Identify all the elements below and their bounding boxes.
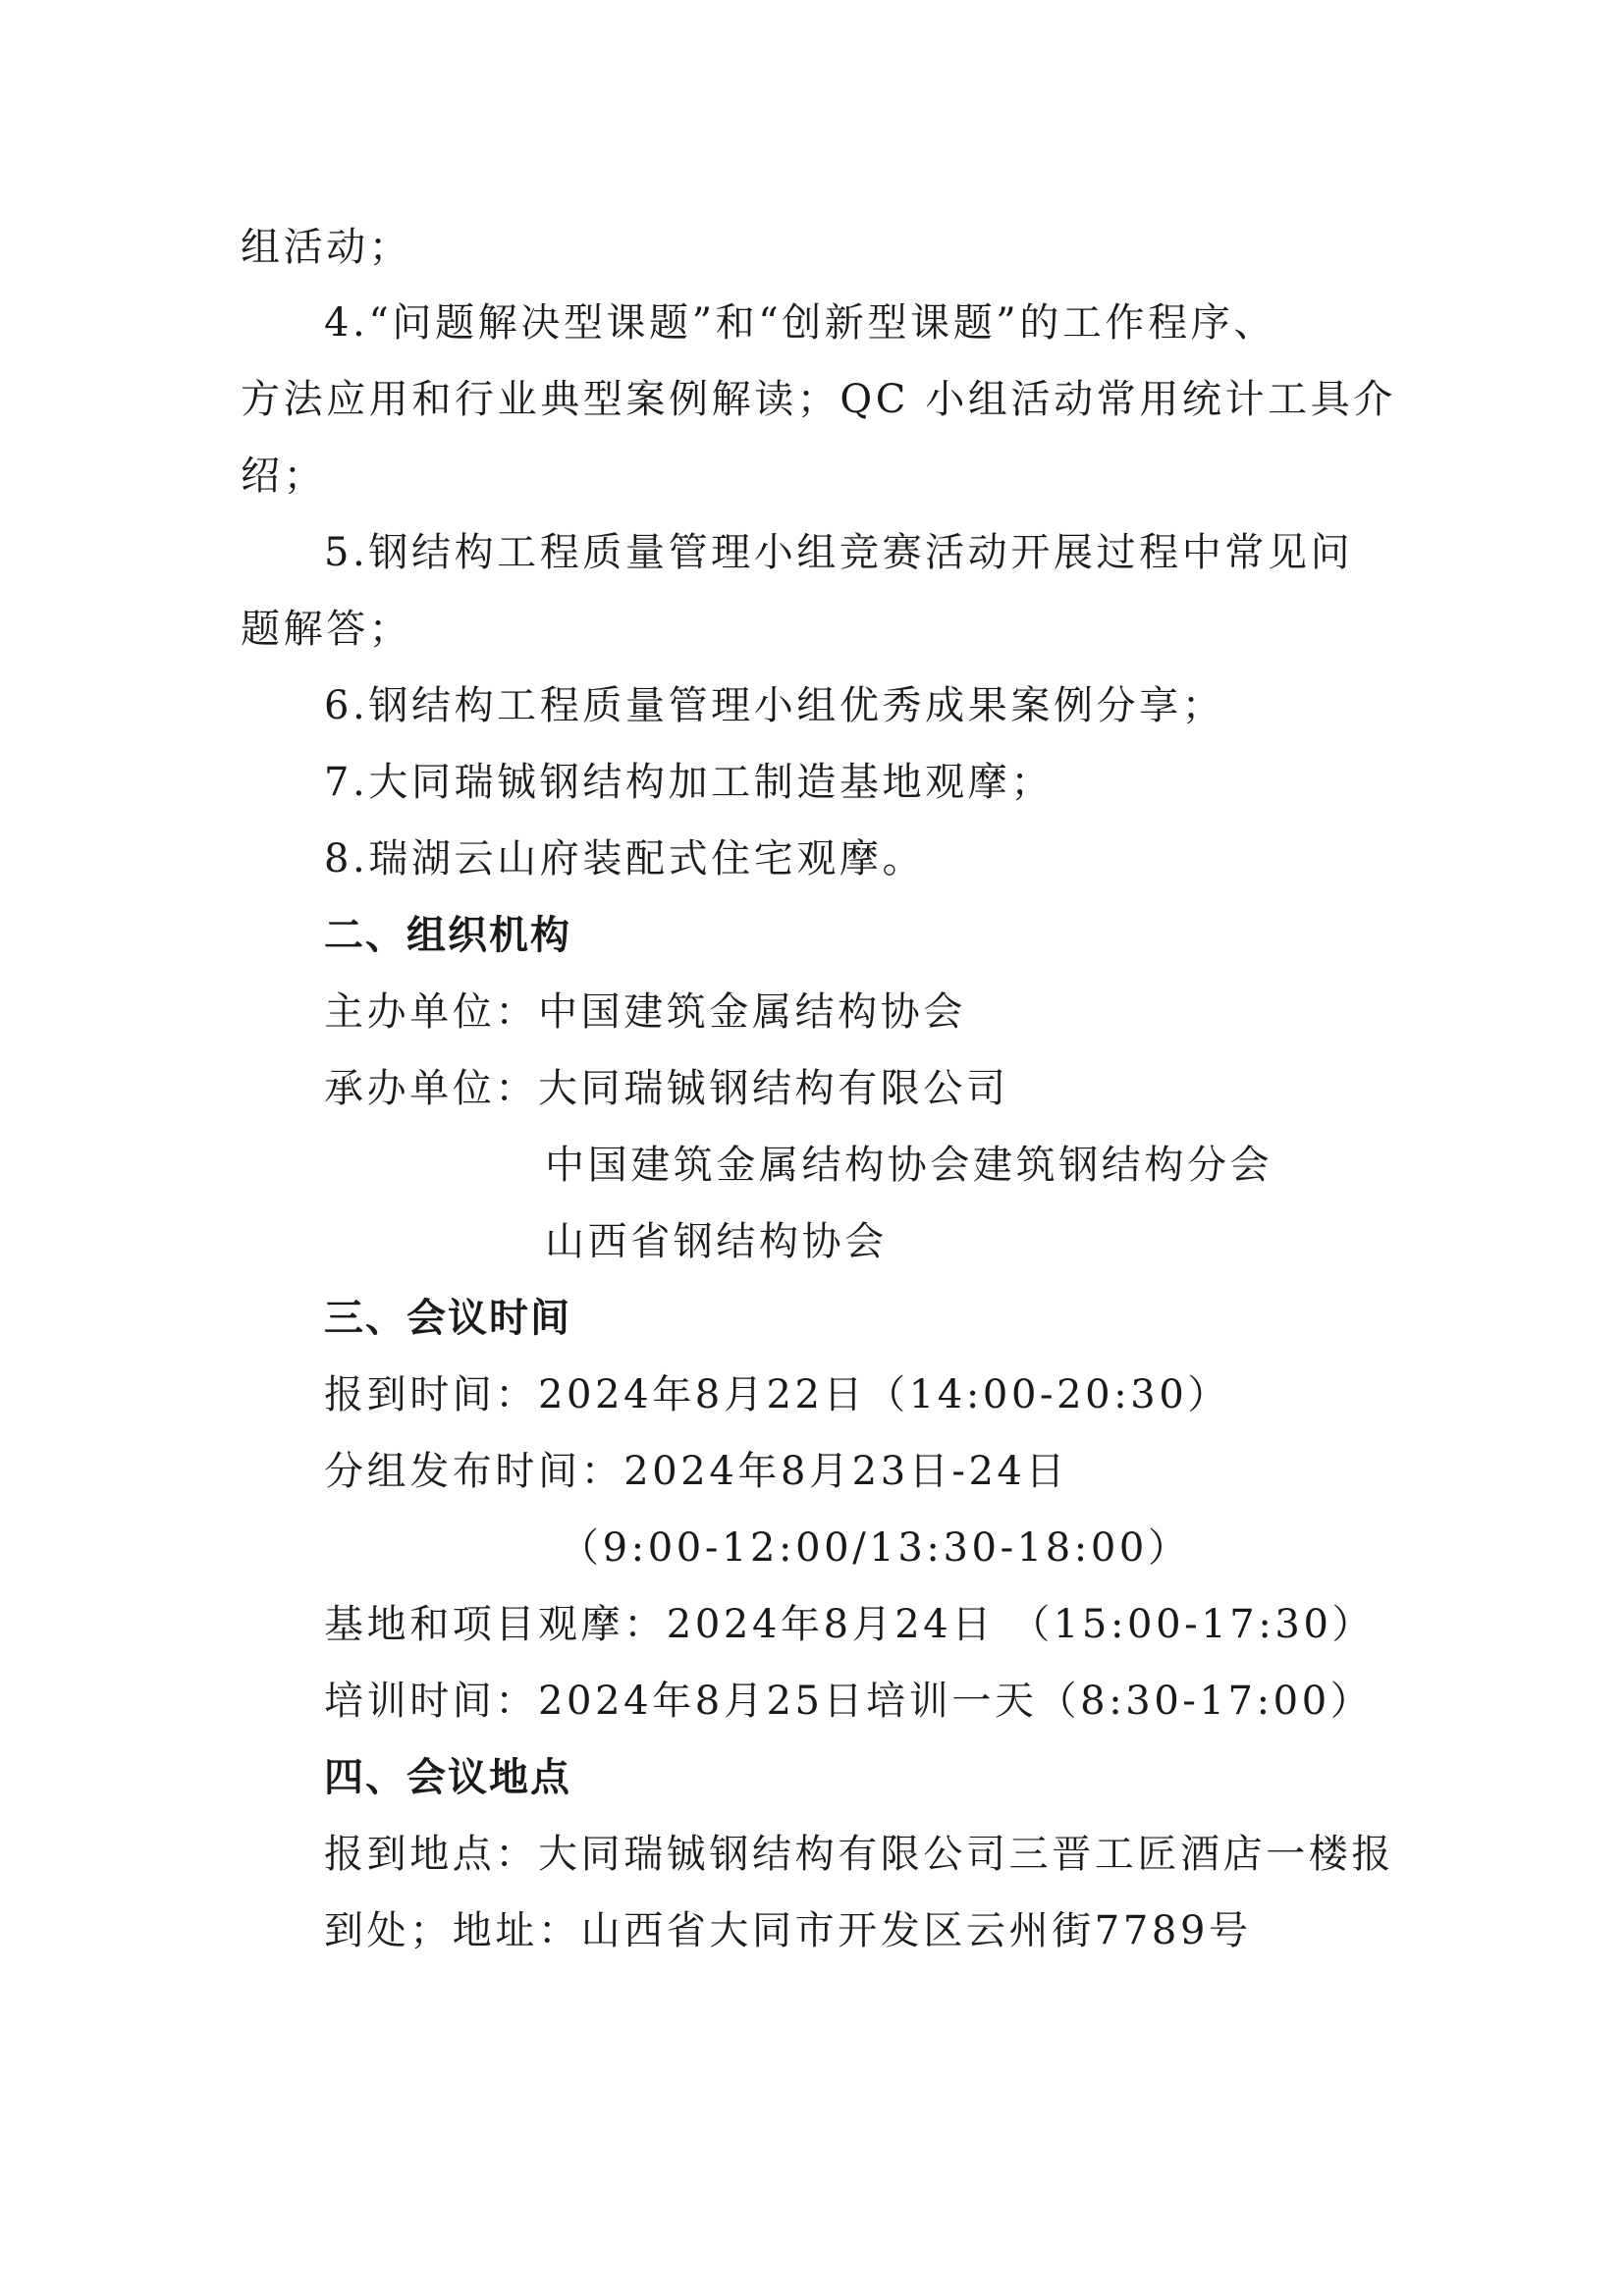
list-item-7: 7.大同瑞铖钢结构加工制造基地观摩； — [324, 760, 1054, 805]
list-item-5: 5.钢结构工程质量管理小组竞赛活动开展过程中常见问 — [324, 530, 1354, 575]
text-line: 题解答； — [241, 607, 412, 652]
text-line: 方法应用和行业典型案例解读；QC 小组活动常用统计工具介 — [241, 377, 1396, 422]
registration-location: 报到地点：大同瑞铖钢结构有限公司三晋工匠酒店一楼报 — [324, 1832, 1394, 1877]
list-item-8: 8.瑞湖云山府装配式住宅观摩。 — [324, 836, 926, 881]
organizer-unit-3: 山西省钢结构协会 — [545, 1219, 888, 1264]
section-heading-organization: 二、组织机构 — [324, 913, 571, 958]
address: 到处；地址：山西省大同市开发区云州街7789号 — [324, 1908, 1252, 1953]
site-visit-time: 基地和项目观摩：2024年8月24日 （15:00-17:30） — [324, 1602, 1376, 1647]
training-time: 培训时间：2024年8月25日培训一天（8:30-17:00） — [324, 1679, 1374, 1724]
section-heading-location: 四、会议地点 — [324, 1755, 571, 1800]
organizer-unit-2: 中国建筑金属结构协会建筑钢结构分会 — [545, 1143, 1273, 1188]
group-presentation-hours: （9:00-12:00/13:30-18:00） — [560, 1525, 1191, 1571]
list-item-4: 4.“问题解决型课题”和“创新型课题”的工作程序、 — [324, 300, 1276, 346]
registration-time: 报到时间：2024年8月22日（14:00-20:30） — [324, 1372, 1231, 1417]
organizer-unit: 承办单位：大同瑞铖钢结构有限公司 — [324, 1066, 1009, 1111]
list-item-6: 6.钢结构工程质量管理小组优秀成果案例分享； — [324, 683, 1225, 728]
text-line: 组活动； — [241, 225, 412, 270]
text-line: 绍； — [241, 454, 327, 499]
group-presentation-time: 分组发布时间：2024年8月23日-24日 — [324, 1449, 1069, 1494]
section-heading-time: 三、会议时间 — [324, 1296, 571, 1341]
host-unit: 主办单位：中国建筑金属结构协会 — [324, 989, 966, 1035]
